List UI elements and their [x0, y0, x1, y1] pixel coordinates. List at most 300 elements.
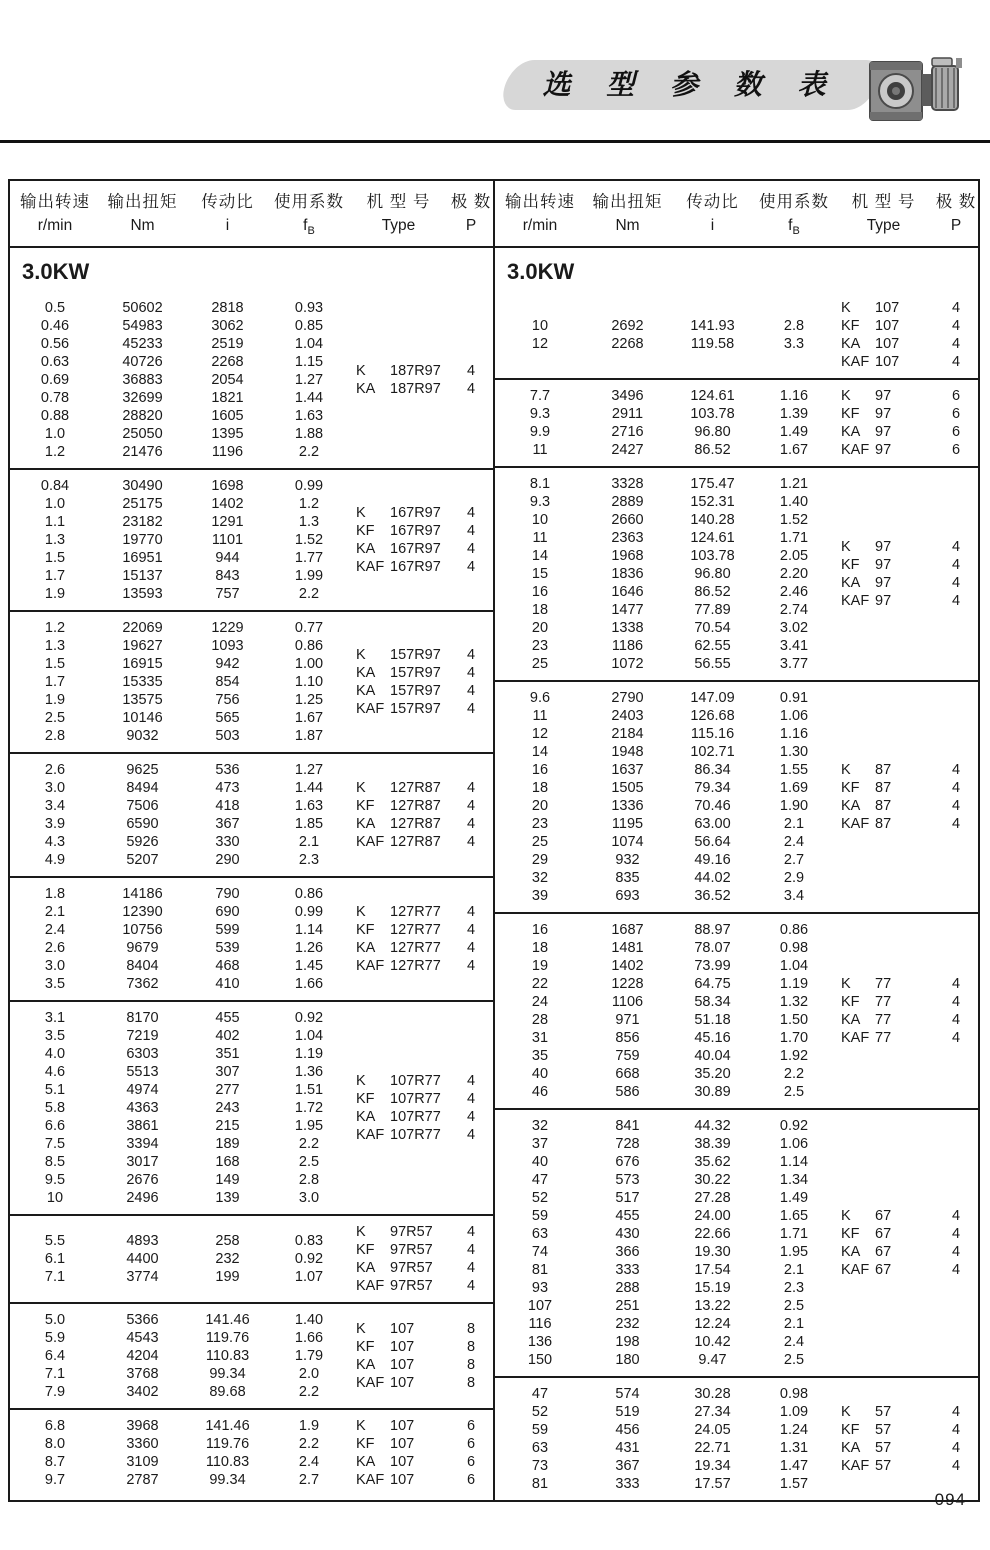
torque-cell: 1106 [611, 994, 644, 1011]
type-prefix: KAF [841, 593, 870, 610]
block-type-list [833, 387, 978, 459]
ratio-cell: 1229 [211, 620, 244, 637]
type-model: 107 [875, 318, 900, 335]
table-row [10, 443, 348, 461]
poles-cell: 4 [466, 1260, 476, 1277]
torque-cell: 2790 [611, 690, 644, 707]
table-row [10, 1365, 348, 1383]
block-type-list [348, 504, 493, 576]
table-row [495, 797, 833, 815]
torque-cell: 13593 [122, 586, 163, 603]
type-name [833, 556, 934, 574]
column-unit-subscript: B [792, 225, 800, 238]
fb-cell: 2.1 [783, 1316, 805, 1333]
type-row [348, 1090, 493, 1108]
type-name [348, 903, 449, 921]
speed-cell: 8.1 [529, 476, 551, 493]
speed-cell: 11 [532, 530, 548, 547]
type-model: 77 [875, 994, 892, 1011]
torque-cell: 3774 [126, 1269, 159, 1286]
table-row [495, 1153, 833, 1171]
column-label: 传动比 [201, 193, 254, 211]
block-data-rows [10, 885, 348, 993]
fb-cell: 1.72 [294, 1100, 324, 1117]
ratio-cell: 258 [215, 1233, 240, 1250]
ratio-cell: 103.78 [690, 548, 735, 565]
page-title: 选 型 参 数 表 [542, 69, 840, 100]
type-row [833, 423, 978, 441]
torque-cell: 573 [615, 1172, 640, 1189]
speed-cell: 63 [531, 1440, 549, 1457]
type-name [833, 993, 934, 1011]
speed-cell: 20 [531, 798, 549, 815]
speed-cell: 73 [531, 1458, 549, 1475]
fb-cell: 2.2 [298, 1136, 320, 1153]
poles-cell: 4 [951, 976, 961, 993]
title-banner [505, 60, 877, 110]
ratio-cell: 473 [215, 780, 240, 797]
type-model: 57 [875, 1458, 892, 1475]
speed-cell: 5.0 [44, 1312, 66, 1329]
fb-cell: 2.0 [298, 1366, 320, 1383]
type-model: 127R87 [390, 798, 441, 815]
type-name [348, 1072, 449, 1090]
fb-cell: 1.27 [294, 372, 324, 389]
table-row [495, 833, 833, 851]
fb-cell: 1.66 [294, 1330, 324, 1347]
torque-cell: 8494 [126, 780, 159, 797]
table-row [495, 707, 833, 725]
ratio-cell: 124.61 [690, 388, 735, 405]
type-row [833, 975, 978, 993]
type-model: 97 [875, 557, 892, 574]
fb-cell: 0.98 [779, 940, 809, 957]
table-row [10, 939, 348, 957]
ratio-cell: 24.05 [694, 1422, 731, 1439]
block-data-rows [10, 1417, 348, 1489]
type-prefix: KAF [356, 834, 385, 851]
torque-cell: 36883 [122, 372, 163, 389]
table-row [495, 689, 833, 707]
type-model: 107 [390, 1418, 415, 1435]
type-model: 97 [875, 388, 892, 405]
ratio-block [10, 876, 493, 1000]
poles-cell: 4 [951, 336, 961, 353]
fb-cell: 1.52 [294, 532, 324, 549]
ratio-cell: 503 [215, 728, 240, 745]
column-header [185, 188, 270, 237]
type-name [833, 353, 934, 371]
ratio-cell: 843 [215, 568, 240, 585]
type-prefix: KF [356, 523, 375, 540]
speed-cell: 1.7 [44, 674, 66, 691]
type-prefix: KA [356, 683, 376, 700]
torque-cell: 3768 [126, 1366, 159, 1383]
type-name [348, 797, 449, 815]
ratio-cell: 24.00 [694, 1208, 731, 1225]
ratio-cell: 1291 [211, 514, 244, 531]
fb-cell: 0.92 [294, 1251, 324, 1268]
type-model: 127R77 [390, 958, 441, 975]
fb-cell: 2.5 [783, 1084, 805, 1101]
torque-cell: 1338 [611, 620, 644, 637]
type-row [348, 1356, 493, 1374]
torque-cell: 5366 [126, 1312, 159, 1329]
ratio-cell: 96.80 [694, 424, 731, 441]
type-prefix: KA [356, 816, 376, 833]
table-row [10, 1383, 348, 1401]
table-row [10, 1063, 348, 1081]
type-name [348, 1320, 449, 1338]
column-unit: P [950, 217, 962, 234]
table-row [495, 1439, 833, 1457]
speed-cell: 18 [531, 780, 549, 797]
speed-cell: 7.5 [44, 1136, 66, 1153]
table-row [495, 1117, 833, 1135]
table-row [10, 637, 348, 655]
ratio-cell: 99.34 [209, 1472, 246, 1489]
speed-cell: 7.7 [529, 388, 551, 405]
speed-cell: 6.4 [44, 1348, 66, 1365]
type-prefix: KA [841, 1244, 861, 1261]
fb-cell: 0.85 [294, 318, 324, 335]
fb-cell: 1.55 [779, 762, 809, 779]
torque-cell: 13575 [122, 692, 163, 709]
block-data-rows [495, 689, 833, 905]
speed-cell: 1.7 [44, 568, 66, 585]
fb-cell: 1.85 [294, 816, 324, 833]
type-name [348, 664, 449, 682]
fb-cell: 1.36 [294, 1064, 324, 1081]
torque-cell: 25175 [122, 496, 163, 513]
type-row [348, 1259, 493, 1277]
torque-cell: 3360 [126, 1436, 159, 1453]
block-data-rows [10, 299, 348, 461]
type-row [348, 957, 493, 975]
type-row [833, 797, 978, 815]
table-row [10, 619, 348, 637]
fb-cell: 2.8 [783, 318, 805, 335]
poles-cell: 4 [951, 1422, 961, 1439]
fb-cell: 1.63 [294, 408, 324, 425]
speed-cell: 47 [531, 1172, 549, 1189]
poles-cell: 4 [466, 381, 476, 398]
table-row [495, 725, 833, 743]
torque-cell: 4974 [126, 1082, 159, 1099]
type-row [348, 1277, 493, 1295]
torque-cell: 835 [615, 870, 640, 887]
column-label: 使用系数 [274, 193, 344, 211]
poles-cell: 6 [951, 388, 961, 405]
type-row [833, 1439, 978, 1457]
block-type-list [348, 362, 493, 398]
poles-cell: 4 [951, 539, 961, 556]
ratio-cell: 2519 [211, 336, 244, 353]
type-prefix: KAF [841, 1458, 870, 1475]
speed-cell: 15 [531, 566, 549, 583]
fb-cell: 1.21 [779, 476, 809, 493]
torque-cell: 1637 [611, 762, 644, 779]
block-data-rows [495, 387, 833, 459]
poles-cell: 4 [466, 1127, 476, 1144]
table-row [10, 371, 348, 389]
ratio-cell: 756 [215, 692, 240, 709]
column-unit: P [465, 217, 477, 234]
poles-cell: 4 [466, 940, 476, 957]
speed-cell: 10 [531, 512, 549, 529]
fb-cell: 1.95 [779, 1244, 809, 1261]
block-type-list [348, 903, 493, 975]
type-row [833, 574, 978, 592]
table-row [495, 405, 833, 423]
ratio-block [10, 292, 493, 468]
poles-cell: 4 [951, 318, 961, 335]
table-row [10, 673, 348, 691]
column-unit: $f_B$ [303, 217, 315, 238]
block-type-list [833, 761, 978, 833]
poles-cell: 4 [466, 1224, 476, 1241]
type-name [833, 1261, 934, 1279]
torque-cell: 1836 [611, 566, 644, 583]
table-row [10, 1153, 348, 1171]
type-name [833, 335, 934, 353]
ratio-cell: 141.46 [205, 1312, 250, 1329]
speed-cell: 1.2 [44, 620, 66, 637]
torque-cell: 856 [615, 1030, 640, 1047]
ratio-cell: 77.89 [694, 602, 731, 619]
ratio-cell: 418 [215, 798, 240, 815]
table-row [495, 869, 833, 887]
type-row [833, 441, 978, 459]
type-row [348, 1241, 493, 1259]
speed-cell: 9.3 [529, 406, 551, 423]
type-model: 107 [390, 1339, 415, 1356]
type-row [833, 993, 978, 1011]
column-label: 输出转速 [20, 193, 90, 211]
torque-cell: 333 [615, 1476, 640, 1493]
fb-cell: 1.19 [294, 1046, 324, 1063]
type-name [348, 362, 449, 380]
table-row [10, 1232, 348, 1250]
ratio-cell: 942 [215, 656, 240, 673]
fb-cell: 2.2 [783, 1066, 805, 1083]
torque-cell: 574 [615, 1386, 640, 1403]
fb-cell: 1.04 [294, 1028, 324, 1045]
type-model: 67 [875, 1226, 892, 1243]
fb-cell: 1.51 [294, 1082, 324, 1099]
type-row [348, 558, 493, 576]
table-row [10, 975, 348, 993]
block-data-rows [495, 1117, 833, 1369]
type-model: 107 [875, 354, 900, 371]
type-prefix: KA [356, 1260, 376, 1277]
fb-cell: 2.8 [298, 1172, 320, 1189]
column-unit-subscript: B [307, 225, 315, 238]
type-row [833, 299, 978, 317]
speed-cell: 3.1 [44, 1010, 66, 1027]
ratio-block [495, 680, 978, 912]
ratio-cell: 2268 [211, 354, 244, 371]
torque-cell: 2676 [126, 1172, 159, 1189]
speed-cell: 7.1 [44, 1269, 66, 1286]
type-model: 97R57 [390, 1278, 433, 1295]
table-row [495, 1047, 833, 1065]
speed-cell: 1.3 [44, 638, 66, 655]
torque-cell: 28820 [122, 408, 163, 425]
type-name [348, 1108, 449, 1126]
type-model: 97 [875, 539, 892, 556]
torque-cell: 4400 [126, 1251, 159, 1268]
speed-cell: 5.1 [44, 1082, 66, 1099]
torque-cell: 1968 [611, 548, 644, 565]
type-model: 127R77 [390, 922, 441, 939]
type-row [348, 664, 493, 682]
type-name [348, 921, 449, 939]
speed-cell: 3.9 [44, 816, 66, 833]
fb-cell: 1.04 [294, 336, 324, 353]
ratio-cell: 468 [215, 958, 240, 975]
ratio-cell: 1395 [211, 426, 244, 443]
ratio-cell: 119.58 [690, 336, 735, 353]
table-row [495, 1029, 833, 1047]
poles-cell: 4 [951, 300, 961, 317]
fb-cell: 0.92 [779, 1118, 809, 1135]
ratio-cell: 49.16 [694, 852, 731, 869]
table-row [495, 1333, 833, 1351]
type-prefix: K [841, 388, 851, 405]
fb-cell: 1.2 [298, 496, 320, 513]
ratio-cell: 1101 [211, 532, 244, 549]
speed-cell: 8.7 [44, 1454, 66, 1471]
type-row [833, 353, 978, 371]
type-name [833, 592, 934, 610]
ratio-cell: 19.34 [694, 1458, 731, 1475]
column-unit: i [710, 217, 715, 234]
torque-cell: 2787 [126, 1472, 159, 1489]
torque-cell: 14186 [122, 886, 163, 903]
type-name [833, 975, 934, 993]
poles-cell: 4 [951, 1262, 961, 1279]
torque-cell: 455 [615, 1208, 640, 1225]
ratio-cell: 141.93 [690, 318, 735, 335]
fb-cell: 2.74 [779, 602, 809, 619]
type-row [348, 1223, 493, 1241]
fb-cell: 0.93 [294, 300, 324, 317]
torque-cell: 9679 [126, 940, 159, 957]
type-prefix: KA [356, 541, 376, 558]
table-row [10, 1171, 348, 1189]
type-name [348, 1277, 449, 1295]
type-prefix: KA [841, 798, 861, 815]
table-row [10, 921, 348, 939]
block-type-list [348, 1223, 493, 1295]
column-label: 机 型 号 [851, 193, 916, 211]
fb-cell: 1.71 [779, 1226, 809, 1243]
speed-cell: 116 [528, 1316, 552, 1333]
fb-cell: 1.27 [294, 762, 324, 779]
torque-cell: 50602 [122, 300, 163, 317]
type-name [348, 939, 449, 957]
speed-cell: 32 [531, 1118, 549, 1135]
torque-cell: 1186 [611, 638, 644, 655]
fb-cell: 1.70 [779, 1030, 809, 1047]
fb-cell: 1.39 [779, 406, 809, 423]
torque-cell: 10146 [122, 710, 163, 727]
torque-cell: 180 [615, 1352, 640, 1369]
type-name [833, 1403, 934, 1421]
table-row [10, 833, 348, 851]
ratio-cell: 22.66 [694, 1226, 731, 1243]
speed-cell: 2.1 [44, 904, 66, 921]
poles-cell: 4 [466, 683, 476, 700]
speed-cell: 93 [531, 1280, 549, 1297]
fb-cell: 2.5 [298, 1154, 320, 1171]
torque-cell: 5513 [126, 1064, 159, 1081]
type-name [348, 1471, 449, 1489]
torque-cell: 3861 [126, 1118, 159, 1135]
fb-cell: 3.77 [779, 656, 809, 673]
ratio-block [10, 1214, 493, 1302]
poles-cell: 4 [951, 557, 961, 574]
speed-cell: 1.9 [44, 586, 66, 603]
torque-cell: 3017 [126, 1154, 159, 1171]
type-model: 97R57 [390, 1224, 433, 1241]
speed-cell: 0.5 [44, 300, 66, 317]
fb-cell: 2.2 [298, 586, 320, 603]
type-model: 187R97 [390, 381, 441, 398]
speed-cell: 0.69 [40, 372, 70, 389]
type-prefix: KF [356, 798, 375, 815]
torque-cell: 3968 [126, 1418, 159, 1435]
fb-cell: 0.83 [294, 1233, 324, 1250]
table-row [495, 1297, 833, 1315]
type-row [348, 797, 493, 815]
ratio-cell: 17.54 [694, 1262, 731, 1279]
type-row [348, 1374, 493, 1392]
fb-cell: 3.0 [298, 1190, 320, 1207]
poles-cell: 6 [951, 442, 961, 459]
fb-cell: 1.40 [779, 494, 809, 511]
torque-cell: 586 [615, 1084, 640, 1101]
table-row [495, 1403, 833, 1421]
ratio-cell: 1605 [211, 408, 244, 425]
fb-cell: 0.86 [294, 638, 324, 655]
block-data-rows [10, 477, 348, 603]
torque-cell: 2716 [611, 424, 644, 441]
speed-cell: 6.6 [44, 1118, 66, 1135]
column-unit: Type [866, 217, 901, 234]
torque-cell: 19627 [122, 638, 163, 655]
ratio-cell: 175.47 [690, 476, 735, 493]
fb-cell: 2.4 [783, 1334, 805, 1351]
fb-cell: 1.63 [294, 798, 324, 815]
table-row [495, 1261, 833, 1279]
type-name [833, 1225, 934, 1243]
torque-cell: 1195 [611, 816, 644, 833]
torque-cell: 21476 [122, 444, 163, 461]
type-prefix: K [356, 1321, 366, 1338]
type-name [348, 1374, 449, 1392]
table-row [10, 655, 348, 673]
type-name [348, 522, 449, 540]
column-unit: Type [381, 217, 416, 234]
block-type-list [833, 975, 978, 1047]
fb-cell: 1.16 [779, 726, 809, 743]
table-row [495, 335, 833, 353]
fb-cell: 1.09 [779, 1404, 809, 1421]
type-model: 97R57 [390, 1242, 433, 1259]
type-prefix: K [841, 300, 851, 317]
